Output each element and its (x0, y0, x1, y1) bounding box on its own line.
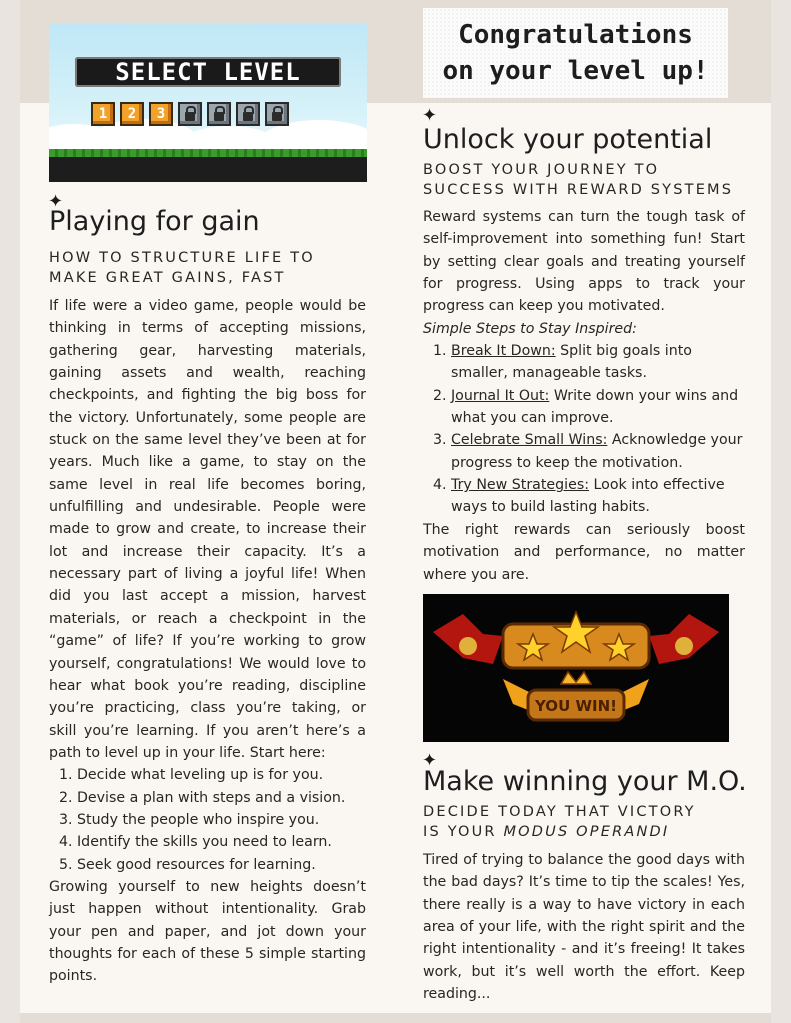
step-title: Break It Down: (451, 343, 556, 360)
section-heading: Unlock your potential (423, 124, 713, 155)
list-item: 1. Decide what leveling up is for you. (77, 764, 366, 786)
level-tiles (91, 102, 289, 126)
locked-level-tile (207, 102, 231, 126)
subheading-line: BOOST YOUR JOURNEY TO (423, 162, 660, 178)
level-tile: 3 (149, 102, 173, 126)
lock-icon (272, 112, 282, 121)
lock-icon (214, 112, 224, 121)
congratulations-box (423, 8, 728, 98)
paragraph: Growing yourself to new heights doesn’t just happen without intentionality. Grab your pen and paper, and jot down your thoughts for each of these 5 simple starting points. (49, 878, 366, 985)
paragraph: Reward systems can turn the tough task of self-improvement into something fun! Start by setting clear goals and treating yourself for progress. Using apps to track your progress can keep you motivated. (423, 209, 745, 315)
bottom-band (20, 1013, 771, 1023)
list-item: 2. Devise a plan with steps and a vision. (77, 787, 366, 809)
step-title: Journal It Out: (451, 387, 550, 404)
subheading-line: DECIDE TODAY THAT VICTORY (423, 804, 696, 820)
sparkle-icon: ✦ (422, 750, 438, 771)
list-item (451, 474, 745, 519)
ribbon-knob (675, 637, 693, 655)
subheading-line: MAKE GREAT GAINS, FAST (49, 270, 286, 286)
step-text: Split big goals into smaller, manageable tasks. (451, 343, 692, 382)
subheading-line: SUCCESS WITH REWARD SYSTEMS (423, 182, 734, 198)
crown-icon (561, 672, 591, 684)
step-title: Celebrate Small Wins: (451, 432, 608, 449)
list-item: 4. Identify the skills you need to learn. (77, 831, 366, 853)
list-item (451, 340, 745, 385)
step-text: Look into effective ways to build lasting habits. (451, 477, 725, 516)
list-item: 5. Seek good resources for learning. (77, 854, 366, 876)
subheading-line (423, 822, 753, 842)
steps-list (49, 764, 366, 876)
section-heading: Playing for gain (49, 206, 260, 237)
locked-level-tile (236, 102, 260, 126)
step-text: Write down your wins and what you can improve. (451, 387, 739, 427)
list-title: Simple Steps to Stay Inspired: (423, 320, 637, 337)
grass (49, 149, 367, 157)
list-item (451, 385, 745, 430)
list-item: 3. Study the people who inspire you. (77, 809, 366, 831)
sparkle-icon: ✦ (422, 105, 438, 126)
congrats-line-2: on your level up! (442, 56, 709, 86)
locked-level-tile (265, 102, 289, 126)
steps-list (423, 340, 745, 519)
you-win-image (423, 594, 729, 742)
select-level-title: SELECT LEVEL (75, 57, 341, 87)
paragraph: The right rewards can seriously boost motivation and performance, no matter where you are. (423, 521, 745, 583)
sparkle-icon: ✦ (48, 191, 64, 212)
ribbon-knob (459, 637, 477, 655)
list-item (451, 429, 745, 474)
you-win-graphic (423, 594, 729, 742)
section-body (423, 849, 745, 1005)
ground (49, 157, 367, 182)
congrats-line-1: Congratulations (458, 20, 693, 50)
section-body (423, 206, 745, 586)
level-tile: 1 (91, 102, 115, 126)
subheading-prefix: IS YOUR (423, 824, 504, 840)
section-body (49, 295, 366, 988)
subheading-italic: MODUS OPERANDI (503, 824, 670, 840)
section-heading: Make winning your M.O. (423, 766, 747, 797)
locked-level-tile (178, 102, 202, 126)
step-text: Acknowledge your progress to keep the motivation. (451, 432, 743, 471)
section-subheading (423, 802, 753, 842)
subheading-line: HOW TO STRUCTURE LIFE TO (49, 250, 315, 266)
level-tile: 2 (120, 102, 144, 126)
lock-icon (243, 112, 253, 121)
step-title: Try New Strategies: (451, 477, 590, 494)
section-subheading (49, 248, 369, 288)
paragraph: Tired of trying to balance the good days with the bad days? It’s time to tip the scales! Yes, there really is a way to have victory in each area of your life, with the right spirit and the right intentionality - and it’s freeing! It takes work, but it’s well worth the effort. Keep reading... (423, 852, 745, 1003)
win-label: YOU WIN! (534, 697, 618, 715)
section-subheading (423, 160, 753, 200)
lock-icon (185, 112, 195, 121)
select-level-image (49, 24, 367, 182)
paragraph: If life were a video game, people would be thinking in terms of accepting missions, gathering gear, harvesting materials, gaining assets and wealth, reaching checkpoints, and fighting the big boss for the victory. Unfortunately, some people are stuck on the same level they’ve been at for years. Much like a game, to stay on the same level in real life becomes boring, unfulfilling and undesirable. People were made to grow and create, to increase their lot and increase their capacity. It’s a necessary part of living a joyful life! When did you last accept a mission, harvest materials, or reach a checkpoint in the “game” of life? If you’re working to grow yourself, congratulations! We would love to hear what book you’re reading, discipline you’re practicing, class you’re taking, or skill you’re learning. If you aren’t here’s a path to level up in your life. Start here: (49, 298, 366, 761)
